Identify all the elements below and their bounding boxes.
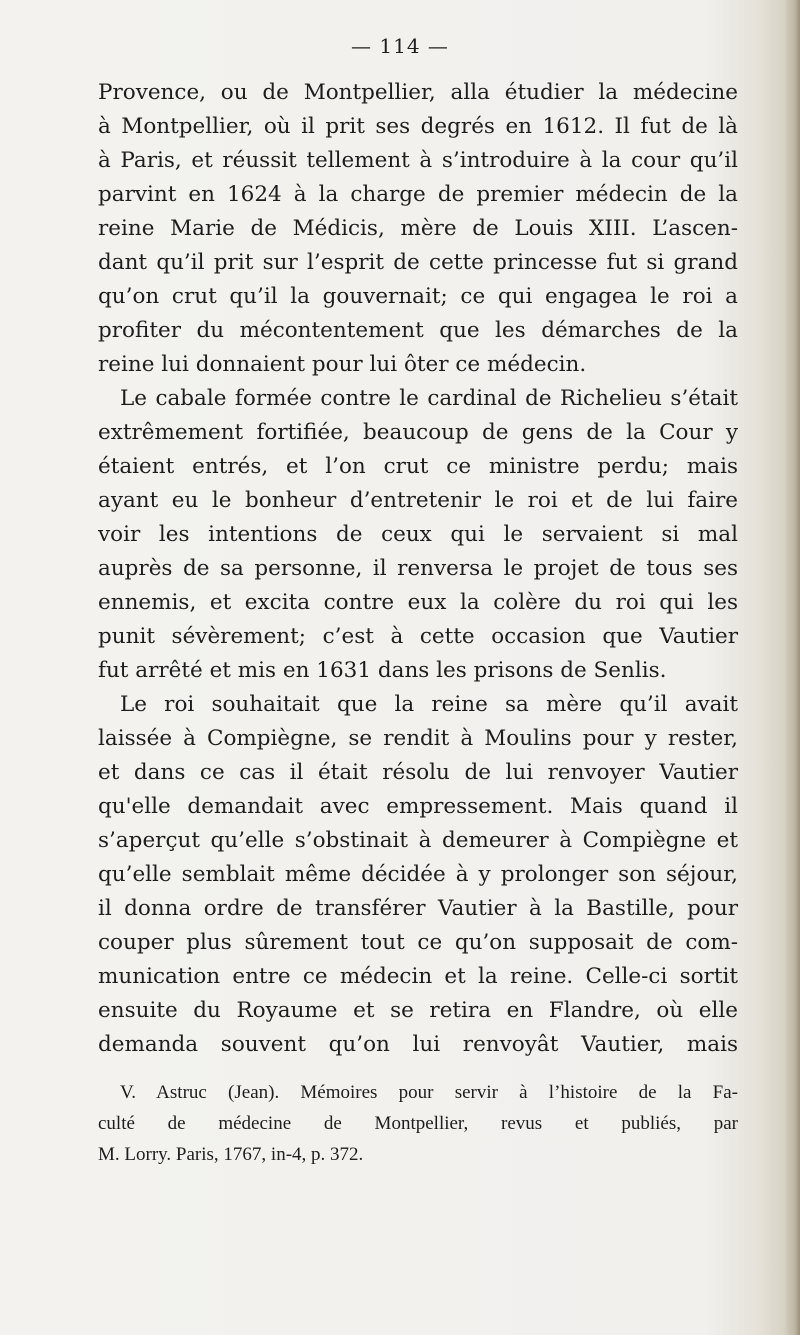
- text-line-paragraph-start: Le roi souhaitait que la reine sa mère qu’il avait: [120, 692, 738, 717]
- text-line: qu’elle semblait même décidée à y prolonger son séjour,: [98, 862, 738, 887]
- text-line-paragraph-end: reine lui donnaient pour lui ôter ce médecin.: [98, 352, 587, 377]
- text-line: extrêmement fortifiée, beaucoup de gens de la Cour y: [98, 420, 738, 445]
- text-line: couper plus sûrement tout ce qu’on supposait de com-: [98, 930, 738, 955]
- text-line: et dans ce cas il était résolu de lui renvoyer Vautier: [98, 760, 738, 785]
- text-line: ennemis, et excita contre eux la colère du roi qui les: [98, 590, 738, 615]
- text-line: profiter du mécontentement que les démarches de la: [98, 318, 738, 343]
- footnote-block: [98, 1077, 738, 1170]
- text-line: il donna ordre de transférer Vautier à la Bastille, pour: [98, 896, 738, 921]
- text-line: dant qu’il prit sur l’esprit de cette princesse fut si grand: [98, 250, 738, 275]
- text-line: qu’on crut qu’il la gouvernait; ce qui engagea le roi a: [98, 284, 738, 309]
- footnote-line: M. Lorry. Paris, 1767, in-4, p. 372.: [98, 1144, 364, 1165]
- footnote-line: culté de médecine de Montpellier, revus et publiés, par: [98, 1113, 738, 1134]
- main-text-block: [98, 76, 738, 1062]
- text-line-paragraph-start: Le cabale formée contre le cardinal de Richelieu s’était: [120, 386, 738, 411]
- text-line: Provence, ou de Montpellier, alla étudier la médecine: [98, 80, 738, 105]
- text-line: munication entre ce médecin et la reine. Celle-ci sortit: [98, 964, 738, 989]
- text-line: ensuite du Royaume et se retira en Flandre, où elle: [98, 998, 738, 1023]
- text-line: à Montpellier, où il prit ses degrés en 1612. Il fut de là: [98, 114, 738, 139]
- page-number-header: — 114 —: [351, 34, 449, 58]
- text-line: ayant eu le bonheur d’entretenir le roi et de lui faire: [98, 488, 738, 513]
- page-edge-shadow: [784, 0, 800, 1335]
- text-line: laissée à Compiègne, se rendit à Moulins pour y rester,: [98, 726, 738, 751]
- text-line: punit sévèrement; c’est à cette occasion que Vautier: [98, 624, 738, 649]
- text-line: à Paris, et réussit tellement à s’introduire à la cour qu’il: [98, 148, 738, 173]
- text-line: qu'elle demandait avec empressement. Mais quand il: [98, 794, 738, 819]
- text-line: parvint en 1624 à la charge de premier médecin de la: [98, 182, 738, 207]
- text-line: auprès de sa personne, il renversa le projet de tous ses: [98, 556, 738, 581]
- text-line: s’aperçut qu’elle s’obstinait à demeurer à Compiègne et: [98, 828, 738, 853]
- text-line: demanda souvent qu’on lui renvoyât Vautier, mais: [98, 1032, 738, 1057]
- text-line: reine Marie de Médicis, mère de Louis XIII. L’ascen-: [98, 216, 738, 241]
- footnote-line: V. Astruc (Jean). Mémoires pour servir à l’histoire de la Fa-: [120, 1082, 738, 1103]
- text-line-paragraph-end: fut arrêté et mis en 1631 dans les prisons de Senlis.: [98, 658, 667, 683]
- text-line: voir les intentions de ceux qui le servaient si mal: [98, 522, 738, 547]
- text-line: étaient entrés, et l’on crut ce ministre perdu; mais: [98, 454, 738, 479]
